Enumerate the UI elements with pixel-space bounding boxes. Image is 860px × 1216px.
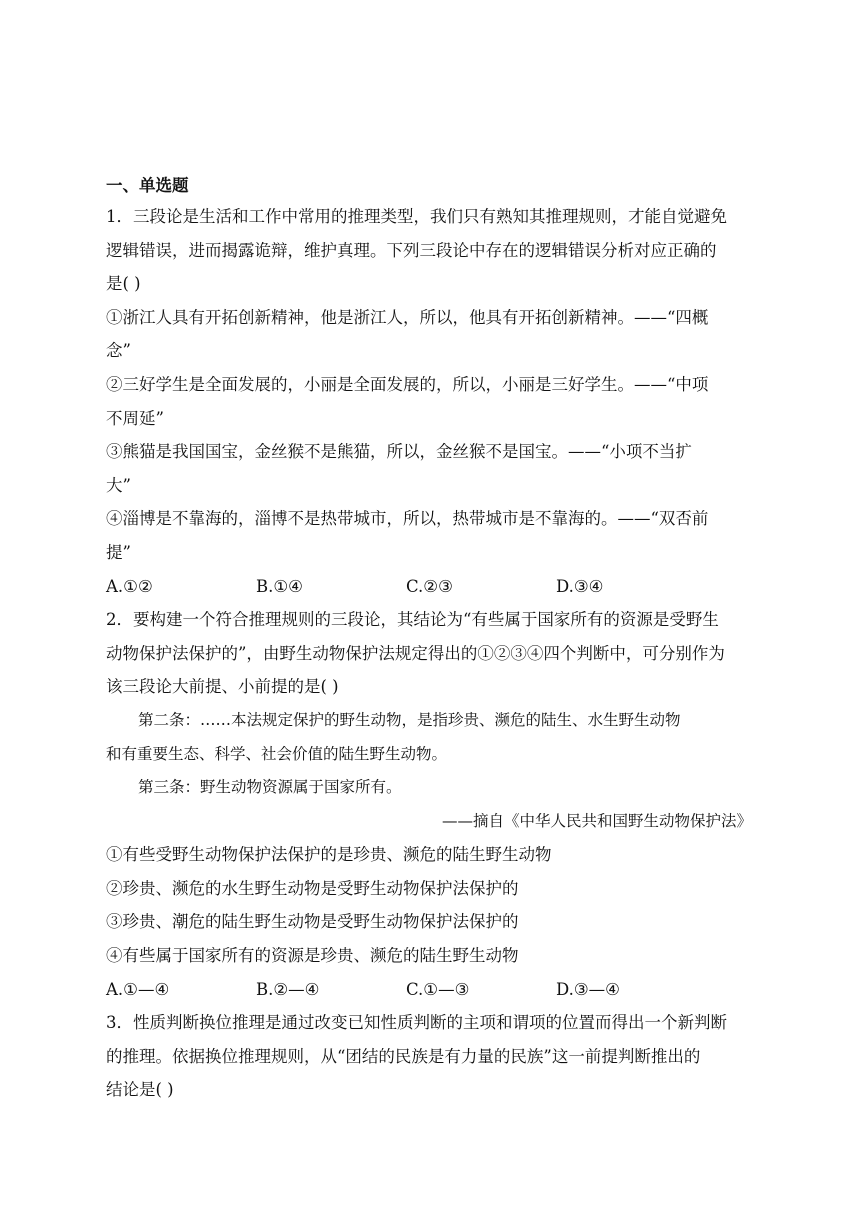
- question-1-statement: ③熊猫是我国国宝，金丝猴不是熊猫，所以，金丝猴不是国宝。——“小项不当扩: [106, 442, 692, 462]
- question-2-item: ①有些受野生动物保护法保护的是珍贵、濒危的陆生野生动物: [106, 845, 552, 865]
- law-quote-source: ——摘自《中华人民共和国野生动物保护法》: [441, 811, 752, 830]
- question-2-line: 该三段论大前提、小前提的是( ): [106, 677, 339, 697]
- section-title: 一、单选题: [106, 176, 189, 195]
- question-1-statement: 念”: [106, 341, 131, 361]
- option-a[interactable]: A.①—④: [106, 979, 170, 999]
- question-1-statement: 大”: [106, 475, 131, 495]
- law-quote-line: 第三条：野生动物资源属于国家所有。: [138, 778, 402, 797]
- question-2-line: 2．要构建一个符合推理规则的三段论，其结论为“有些属于国家所有的资源是受野生: [106, 610, 719, 630]
- question-2-line: 动物保护法保护的”，由野生动物保护法规定得出的①②③④四个判断中，可分别作为: [106, 643, 725, 663]
- law-quote-line: 和有重要生态、科学、社会价值的陆生野生动物。: [106, 744, 448, 763]
- question-1-statement: ②三好学生是全面发展的，小丽是全面发展的，所以，小丽是三好学生。——“中项: [106, 374, 709, 394]
- law-quote-line: 第二条：……本法规定保护的野生动物，是指珍贵、濒危的陆生、水生野生动物: [138, 710, 681, 729]
- question-1-statement: 提”: [106, 542, 131, 562]
- law-quote: [106, 704, 756, 838]
- option-b[interactable]: B.②—④: [256, 979, 320, 999]
- question-2-item: ②珍贵、濒危的水生野生动物是受野生动物保护法保护的: [106, 878, 519, 898]
- exam-page: [106, 170, 756, 1107]
- question-2: [106, 603, 756, 1006]
- question-3: [106, 1006, 756, 1107]
- option-c[interactable]: C.②③: [406, 576, 453, 596]
- option-d[interactable]: D.③④: [556, 576, 604, 596]
- question-1-statement: 不周延”: [106, 408, 164, 428]
- question-1-line: 是( ): [106, 274, 141, 294]
- option-d[interactable]: D.③—④: [556, 979, 620, 999]
- question-1-line: 逻辑错误，进而揭露诡辩，维护真理。下列三段论中存在的逻辑错误分析对应正确的: [106, 240, 717, 260]
- question-3-line: 的推理。依据换位推理规则，从“团结的民族是有力量的民族”这一前提判断推出的: [106, 1046, 701, 1066]
- question-3-line: 3．性质判断换位推理是通过改变已知性质判断的主项和谓项的位置而得出一个新判断: [106, 1013, 727, 1033]
- question-2-item: ③珍贵、潮危的陆生野生动物是受野生动物保护法保护的: [106, 912, 519, 932]
- question-1-options: [106, 570, 756, 604]
- question-1-statement: ①浙江人具有开拓创新精神，他是浙江人，所以，他具有开拓创新精神。——“四概: [106, 307, 709, 327]
- option-c[interactable]: C.①—③: [406, 979, 470, 999]
- question-1-statement: ④淄博是不靠海的，淄博不是热带城市，所以，热带城市是不靠海的。——“双否前: [106, 509, 709, 529]
- option-b[interactable]: B.①④: [256, 576, 303, 596]
- question-2-options: [106, 973, 756, 1007]
- question-2-item: ④有些属于国家所有的资源是珍贵、濒危的陆生野生动物: [106, 946, 519, 966]
- question-1-line: 1．三段论是生活和工作中常用的推理类型，我们只有熟知其推理规则，才能自觉避免: [106, 207, 727, 226]
- question-1: [106, 200, 756, 603]
- question-3-line: 结论是( ): [106, 1080, 174, 1100]
- option-a[interactable]: A.①②: [106, 576, 153, 596]
